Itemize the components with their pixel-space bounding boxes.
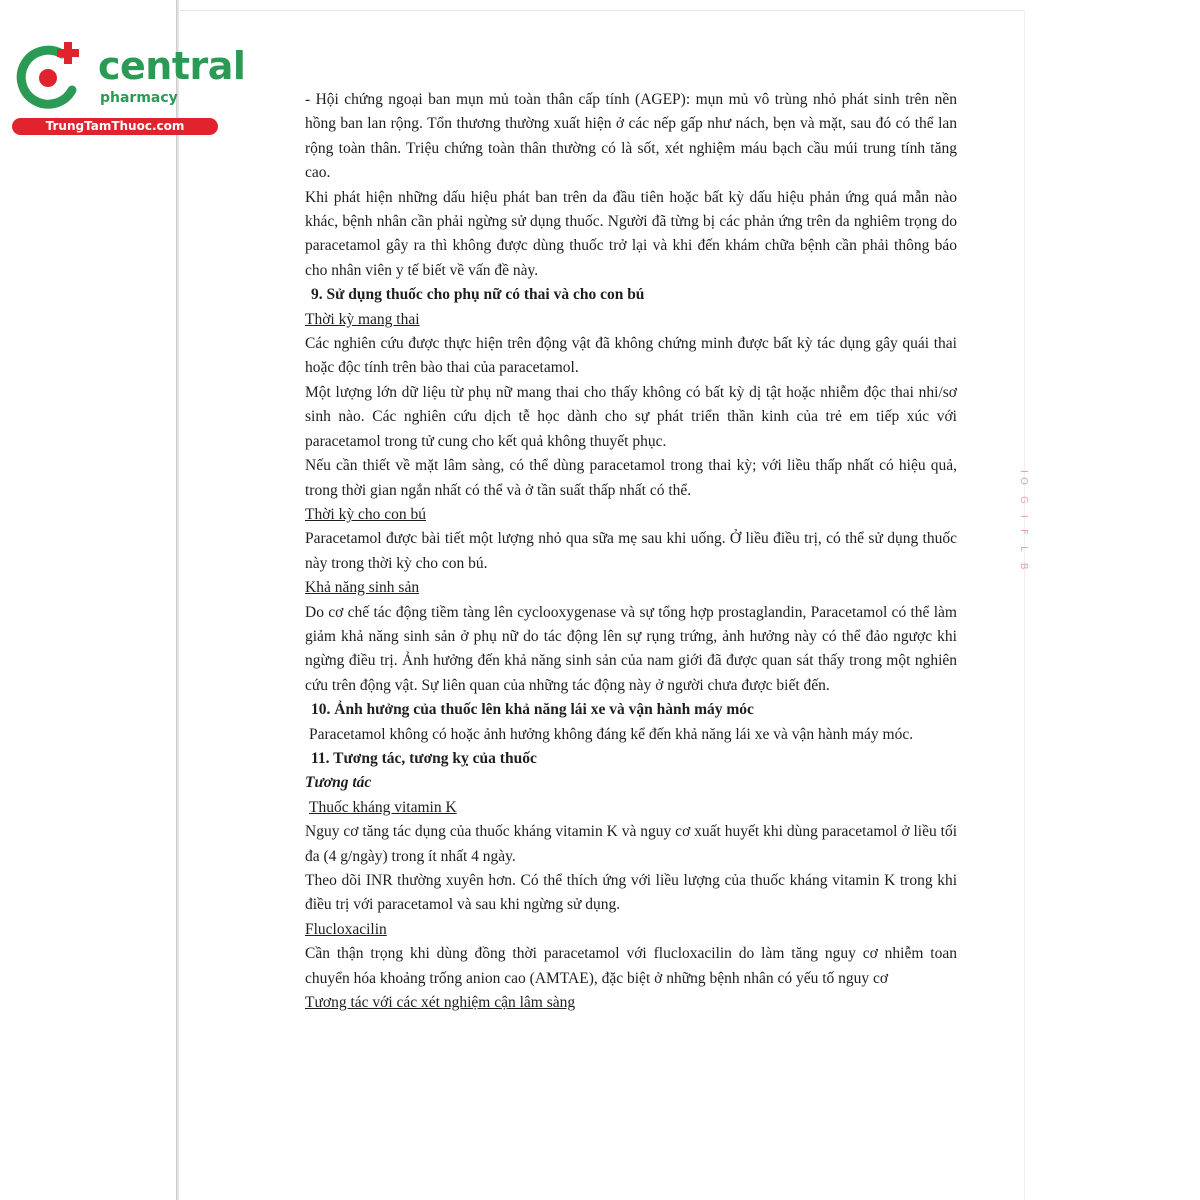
paragraph: Nguy cơ tăng tác dụng của thuốc kháng vitamin K và nguy cơ xuất huyết khi dùng paracetamol ở liều tối đa (4 g/ngày) trong ít nhất 4 ngày. (305, 823, 957, 865)
paragraph: Nếu cần thiết về mặt lâm sàng, có thể dùng paracetamol trong thai kỳ; với liều thấp nhất có hiệu quả, trong thời gian ngắn nhất có thể và ở tần suất thấp nhất có thể. (305, 457, 957, 499)
brand-name: central (98, 44, 246, 88)
subheading: Tương tác với các xét nghiệm cận lâm sàng (305, 994, 576, 1012)
subheading: Thời kỳ mang thai (305, 310, 420, 328)
scan-edge-left (176, 0, 179, 1200)
paragraph: Paracetamol không có hoặc ảnh hưởng không đáng kể đến khả năng lái xe và vận hành máy móc. (309, 725, 914, 743)
document-body (305, 88, 957, 1015)
brand-logo (10, 38, 246, 138)
paragraph: Theo dõi INR thường xuyên hơn. Có thể thích ứng với liều lượng của thuốc kháng vitamin K trong khi điều trị với paracetamol và sau khi ngừng sử dụng. (305, 872, 957, 914)
paragraph: Một lượng lớn dữ liệu từ phụ nữ mang thai cho thấy không có bất kỳ dị tật hoặc nhiễm độc thai nhi/sơ sinh nào. Các nghiên cứu dịch tễ học dành cho sự phát triển thần kinh của trẻ em tiếp xúc với paracetamol trong tử cung cho kết quả không thuyết phục. (305, 383, 957, 450)
paragraph: Các nghiên cứu được thực hiện trên động vật đã không chứng minh được bất kỳ tác dụng gây quái thai hoặc độc tính trên bào thai của paracetamol. (305, 335, 957, 377)
subheading: Thuốc kháng vitamin K (309, 798, 457, 816)
brand-tagline: pharmacy (100, 90, 178, 106)
italic-heading: Tương tác (305, 774, 372, 792)
brand-url: TrungTamThuoc.com (12, 118, 218, 135)
section-heading: 9. Sử dụng thuốc cho phụ nữ có thai và cho con bú (311, 286, 645, 304)
paragraph: - Hội chứng ngoại ban mụn mủ toàn thân cấp tính (AGEP): mụn mủ vô trùng nhỏ phát sinh trên nền hồng ban lan rộng. Tổn thương thường xuất hiện ở các nếp gấp như nách, bẹn và mặt, sau đó có thể lan rộng toàn thân. Triệu chứng toàn thân thường có là sốt, xét nghiệm máu bạch cầu múi trung tính tăng cao. (305, 91, 957, 182)
section-heading: 10. Ảnh hưởng của thuốc lên khả năng lái xe và vận hành máy móc (311, 701, 754, 719)
paragraph: Khi phát hiện những dấu hiệu phát ban trên da đầu tiên hoặc bất kỳ dấu hiệu phản ứng quá mẫn nào khác, bệnh nhân cần phải ngừng sử dụng thuốc. Người đã từng bị các phản ứng trên da nghiêm trọng do paracetamol gây ra thì không được dùng thuốc trở lại và khi đến khám chữa bệnh cần phải thông báo cho nhân viên y tế biết về vấn đề này. (305, 188, 957, 279)
subheading: Khả năng sinh sản (305, 579, 420, 597)
subheading: Flucloxacilin (305, 920, 387, 938)
subheading: Thời kỳ cho con bú (305, 505, 426, 523)
paragraph: Do cơ chế tác động tiềm tàng lên cyclooxygenase và sự tổng hợp prostaglandin, Paracetamol có thể làm giảm khả năng sinh sản ở phụ nữ do tác động lên sự rụng trứng, ảnh hưởng này có thể đảo ngược khi ngừng điều trị. Ảnh hưởng đến khả năng sinh sản của nam giới đã được quan sát thấy trong một nghiên cứu trên động vật. Sự liên quan của những tác động này ở người chưa được biết đến. (305, 603, 957, 694)
paragraph: Cần thận trọng khi dùng đồng thời paracetamol với flucloxacilin do làm tăng nguy cơ nhiễm toan chuyển hóa khoảng trống anion cao (AMTAE), đặc biệt ở những bệnh nhân có yếu tố nguy cơ (305, 945, 957, 987)
section-heading: 11. Tương tác, tương kỵ của thuốc (311, 749, 537, 767)
scan-edge-top (180, 10, 1025, 11)
side-stamp: IO G I F L B (1018, 470, 1029, 574)
central-pharmacy-logo-icon (10, 38, 90, 118)
paragraph: Paracetamol được bài tiết một lượng nhỏ qua sữa mẹ sau khi uống. Ở liều điều trị, có thể sử dụng thuốc này trong thời kỳ cho con bú. (305, 530, 957, 572)
